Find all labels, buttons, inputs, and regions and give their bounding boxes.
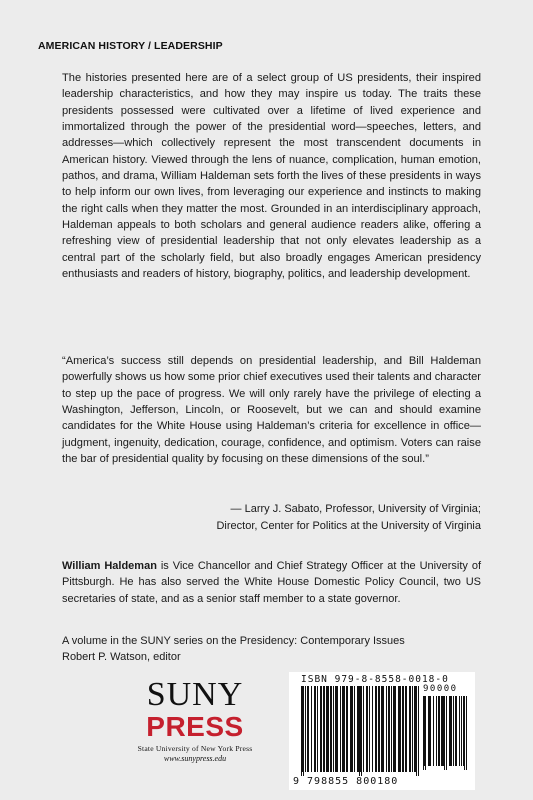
barcode-bar: [350, 686, 353, 772]
barcode-bar: [378, 686, 380, 772]
ean-number: 9 798855 800180: [293, 776, 399, 787]
publisher-logo: [120, 678, 270, 763]
barcode-bar: [409, 686, 411, 772]
logo-press-text: PRESS: [146, 711, 244, 742]
barcode-guard-bar: [301, 686, 302, 776]
author-name: William Haldeman: [62, 560, 157, 572]
barcode-bar: [428, 696, 431, 766]
attribution-line-2: Director, Center for Politics at the University of Virginia: [216, 520, 481, 532]
attribution-line-1: — Larry J. Sabato, Professor, University of Virginia;: [230, 503, 481, 515]
barcode-bar: [346, 686, 348, 772]
barcode-guard-bar: [361, 686, 362, 776]
barcode-guard-bar: [466, 696, 467, 770]
price-code: 90000: [423, 684, 458, 694]
barcode-bar: [354, 686, 355, 772]
barcode-guard-bar: [423, 696, 424, 770]
barcode-bar: [366, 686, 368, 772]
barcode-guard-bar: [444, 696, 445, 770]
barcode-guard-bar: [416, 686, 417, 776]
category-label: AMERICAN HISTORY / LEADERSHIP: [38, 40, 223, 52]
barcode-guard-bar: [464, 696, 465, 770]
barcode-bar: [314, 686, 316, 772]
barcode-bar: [317, 686, 318, 772]
barcode-bar: [455, 696, 457, 766]
endorsement-attribution: [81, 501, 481, 535]
barcode-bar: [386, 686, 387, 772]
author-bio: [62, 558, 481, 607]
series-info: [62, 634, 482, 665]
barcode-guard-bar: [446, 696, 447, 770]
barcode-bar: [436, 696, 437, 766]
barcode-bar: [381, 686, 384, 772]
barcode-guard-bar: [303, 686, 304, 776]
isbn-barcode: [289, 672, 475, 790]
barcode-bar: [307, 686, 309, 772]
author-bio-text: is Vice Chancellor and Chief Strategy Officer at the University of Pittsburgh. He has also served the White House Domestic Policy Council, two US secretaries of state, and as a senior staff member to a state governor.: [62, 560, 481, 605]
barcode-bar: [330, 686, 332, 772]
barcode-bar: [398, 686, 401, 772]
barcode-bars-icon: [301, 686, 419, 776]
barcode-bar: [335, 686, 338, 772]
publisher-name: State University of New York Press: [137, 744, 253, 753]
isbn-label: ISBN 979-8-8558-0018-0: [301, 674, 449, 685]
logo-suny-text: SUNY: [146, 676, 244, 713]
barcode-guard-bar: [418, 686, 419, 776]
barcode-bar: [388, 686, 390, 772]
series-title: A volume in the SUNY series on the Presidency: Contemporary Issues: [62, 635, 405, 647]
barcode-bar: [391, 686, 392, 772]
barcode-guard-bar: [359, 686, 360, 776]
series-editor: Robert P. Watson, editor: [62, 650, 181, 663]
barcode-guard-bar: [425, 696, 426, 770]
barcode-bar: [459, 696, 460, 766]
barcode-bar: [441, 696, 444, 766]
barcode-bar: [453, 696, 454, 766]
barcode-bar: [433, 696, 434, 766]
barcode-bar: [375, 686, 377, 772]
barcode-bar: [402, 686, 404, 772]
barcode-bar: [323, 686, 325, 772]
barcode-bar: [363, 686, 364, 772]
barcode-bar: [326, 686, 329, 772]
book-description: The histories presented here are of a select group of US presidents, their inspired leadership characteristics, and how they may inspire us today. The traits these presidents possessed were cultivated over a lifetime of lived experience and immortalized through the power of the presidential word—speeches, letters, and addresses—which collectively represent the most transcendent documents in American history. Viewed through the lens of nuance, complication, human emotion, pathos, and drama, William Haldeman sets forth the lives of these presidents in ways to help inform our own lives, from leveraging our experience and instincts to making the right calls when they matter the most. Grounded in an interdisciplinary approach, Haldeman appeals to both scholars and general audience readers alike, offering a refreshing view of presidential leadership that not only elevates leadership as a central part of the scholarly field, but also broadly engages American presidency enthusiasts and readers of history, biography, politics, and leadership development.: [62, 72, 481, 281]
barcode-bar: [333, 686, 334, 772]
barcode-bar: [372, 686, 373, 772]
barcode-bar: [405, 686, 407, 772]
price-barcode-bars-icon: [423, 696, 467, 770]
barcode-bar: [393, 686, 396, 772]
barcode-bar: [311, 686, 312, 772]
barcode-bar: [342, 686, 345, 772]
barcode-bar: [305, 686, 306, 772]
barcode-bar: [340, 686, 341, 772]
barcode-bar: [449, 696, 452, 766]
barcode-bar: [369, 686, 370, 772]
barcode-bar: [412, 686, 413, 772]
barcode-bar: [357, 686, 359, 772]
barcode-bar: [320, 686, 322, 772]
publisher-url: www.sunypress.edu: [163, 754, 227, 763]
barcode-bar: [438, 696, 440, 766]
barcode-bar: [461, 696, 462, 766]
endorsement-quote: “America’s success still depends on presidential leadership, and Bill Haldeman powerfully shows us how some prior chief executives used their talents and character to step up the pace of progress. We will only rarely have the privilege of electing a Washington, Jefferson, Lincoln, or Roosevelt, but we can and should examine candidates for the White House using Haldeman’s criteria for excellence in office—judgment, ingenuity, dedication, courage, confidence, and optimism. Voters can raise the bar of presidential quality by focusing on these dimensions of the soul.”: [62, 355, 481, 466]
barcode-bar: [463, 696, 464, 766]
